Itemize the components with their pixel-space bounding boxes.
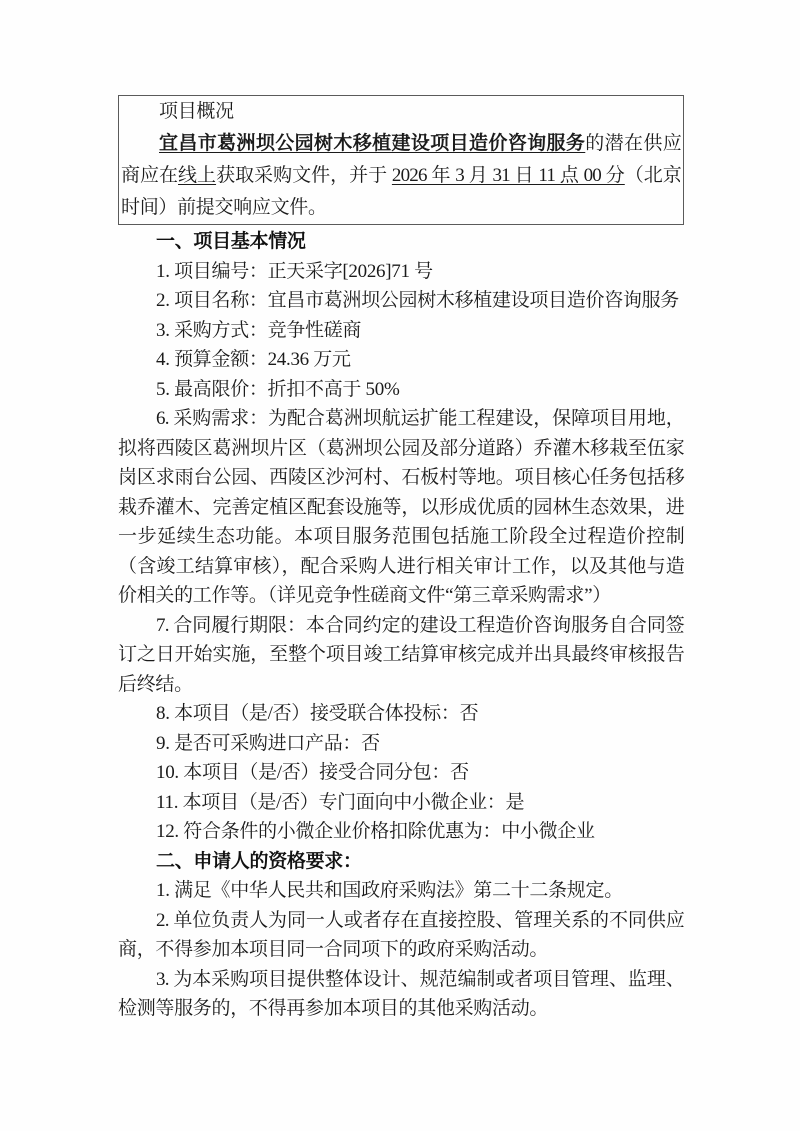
project-overview-box	[118, 95, 684, 225]
online-channel-underlined: 线上	[178, 165, 217, 186]
contract-term-line: 7. 合同履行期限：本合同约定的建设工程造价咨询服务自合同签	[156, 614, 684, 636]
item-subcontract: 10. 本项目（是/否）接受合同分包：否	[156, 762, 469, 783]
requirement-line: 一步延续生态功能。本项目服务范围包括施工阶段全过程造价控制	[118, 526, 684, 547]
project-title-underlined: 宜昌市葛洲坝公园树木移植建设项目造价咨询服务	[159, 133, 586, 154]
item-procurement-method: 3. 采购方式：竞争性磋商	[156, 319, 362, 341]
requirement-line: 岗区求雨台公园、西陵区沙河村、石板村等地。项目核心任务包括移	[118, 467, 684, 488]
document-body	[118, 227, 684, 1024]
overview-text-pre: 商应在	[121, 165, 179, 186]
requirement-line: 价相关的工作等。（详见竞争性磋商文件“第三章采购需求”）	[118, 585, 611, 606]
item-budget: 4. 预算金额：24.36 万元	[156, 349, 351, 370]
qualification-item-3-line: 3. 为本采购项目提供整体设计、规范编制或者项目管理、监理、	[156, 968, 684, 990]
qualification-item-1: 1. 满足《中华人民共和国政府采购法》第二十二条规定。	[156, 880, 623, 901]
overview-line-tail: 时间）前提交响应文件。	[121, 197, 327, 218]
overview-heading: 项目概况	[159, 101, 234, 122]
requirement-line: （含竣工结算审核），配合采购人进行相关审计工作，以及其他与造	[118, 555, 684, 577]
qualification-item-3-line: 检测等服务的，不得再参加本项目的其他采购活动。	[118, 998, 549, 1019]
requirement-line: 拟将西陵区葛洲坝片区（葛洲坝公园及部分道路）乔灌木移栽至伍家	[118, 437, 684, 459]
overview-text-post: （北京	[624, 165, 681, 186]
item-smes-only: 11. 本项目（是/否）专门面向中小微企业：是	[156, 791, 525, 813]
item-imported-products: 9. 是否可采购进口产品：否	[156, 732, 380, 754]
section-2-heading: 二、申请人的资格要求：	[156, 850, 362, 872]
overview-line-title	[121, 128, 681, 160]
item-max-price: 5. 最高限价：折扣不高于 50%	[156, 378, 400, 400]
overview-line-deadline	[121, 160, 681, 192]
contract-term-line: 订之日开始实施，至整个项目竣工结算审核完成并出具最终审核报告	[118, 644, 684, 665]
item-consortium-bid: 8. 本项目（是/否）接受联合体投标：否	[156, 703, 479, 724]
requirement-line: 栽乔灌木、完善定植区配套设施等，以形成优质的园林生态效果，进	[118, 496, 684, 518]
qualification-item-2-line: 2. 单位负责人为同一人或者存在直接控股、管理关系的不同供应	[156, 909, 684, 931]
overview-text-mid: 获取采购文件，并于	[216, 165, 392, 186]
qualification-item-2-line: 商，不得参加本项目同一合同项下的政府采购活动。	[118, 939, 549, 960]
item-project-name: 2. 项目名称：宜昌市葛洲坝公园树木移植建设项目造价咨询服务	[156, 290, 680, 311]
item-project-number: 1. 项目编号：正天采字[2026]71 号	[156, 260, 433, 282]
overview-text-after-title: 的潜在供应	[585, 133, 681, 154]
requirement-line: 6. 采购需求：为配合葛洲坝航运扩能工程建设，保障项目用地，	[156, 408, 684, 429]
item-sme-discount: 12. 符合条件的小微企业价格扣除优惠为：中小微企业	[156, 821, 595, 842]
section-1-heading: 一、项目基本情况	[156, 231, 306, 252]
contract-term-line: 后终结。	[118, 673, 193, 695]
submission-deadline-underlined: 2026 年 3 月 31 日 11 点 00 分	[391, 165, 625, 186]
